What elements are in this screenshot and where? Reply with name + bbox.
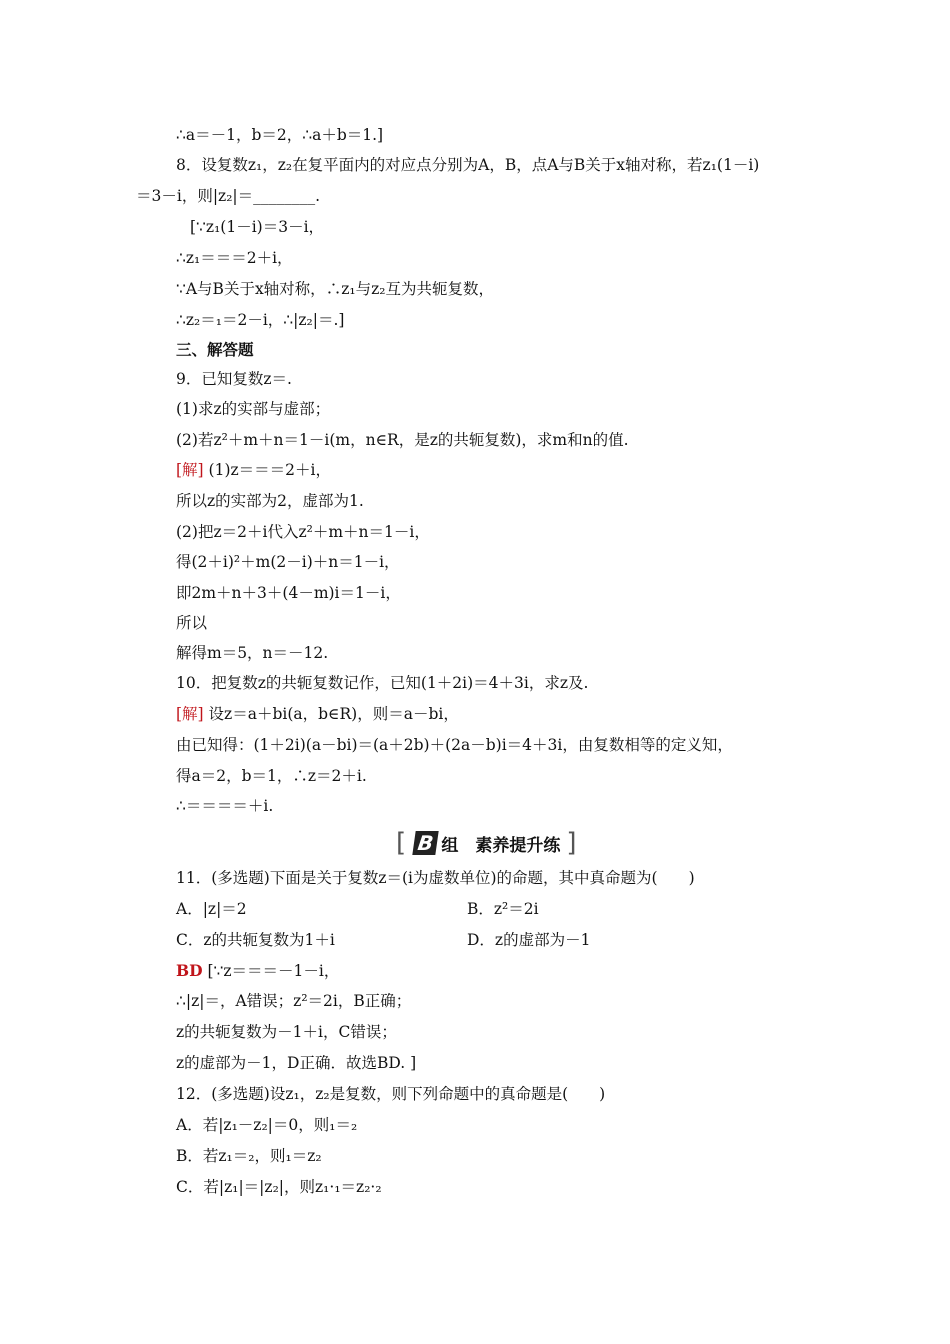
- solution-11-line-1: [176, 960, 339, 982]
- problem-9-part-1: (1)求z的实部与虚部；: [176, 400, 331, 418]
- problem-8-line-1: 8．设复数z₁，z₂在复平面内的对应点分别为A，B，点A与B关于x轴对称，若z₁(1－i): [176, 156, 760, 174]
- line-1: ∴a＝－1，b＝2，∴a＋b＝1.]: [176, 126, 384, 144]
- solution-9-line-2: 所以z的实部为2，虚部为1.: [176, 492, 364, 510]
- problem-9: 9．已知复数z＝.: [176, 370, 292, 388]
- solution-9-line-7: 解得m＝5，n＝－12.: [176, 644, 329, 662]
- solution-11-line-4: z的虚部为－1，D正确．故选BD. ]: [176, 1054, 417, 1072]
- banner-group-letter: B: [412, 831, 439, 855]
- solution-text: [∵z＝＝＝－1－i，: [202, 962, 340, 980]
- solution-9-line-3: (2)把z＝2＋i代入z²＋m＋n＝1－i，: [176, 523, 430, 541]
- problem-8-line-2: ＝3－i，则|z₂|＝________.: [136, 187, 321, 205]
- option-11-c: C．z的共轭复数为1＋i: [176, 931, 335, 949]
- solution-10-line-4: ∴＝＝＝＝＋i.: [176, 797, 274, 815]
- option-11-b: B．z²＝2i: [467, 900, 539, 918]
- solution-9-line-1: [176, 459, 331, 481]
- solution-9-line-6: 所以: [176, 614, 208, 632]
- solution-text: 设z＝a＋bi(a，b∈R)，则＝a－bi，: [203, 705, 459, 723]
- solution-8-line-4: ∴z₂＝₁＝2－i，∴|z₂|＝.]: [176, 311, 345, 329]
- solution-11-line-3: z的共轭复数为－1＋i，C错误；: [176, 1023, 397, 1041]
- option-11-a: A．|z|＝2: [176, 900, 247, 918]
- problem-11: 11．(多选题)下面是关于复数z＝(i为虚数单位)的命题，其中真命题为( ): [176, 869, 695, 887]
- problem-12: 12．(多选题)设z₁，z₂是复数，则下列命题中的真命题是( ): [176, 1085, 606, 1103]
- option-12-b: B．若z₁＝₂，则₁＝z₂: [176, 1147, 322, 1165]
- group-b-banner: [396, 828, 577, 858]
- banner-left-bracket: [: [396, 828, 407, 858]
- solution-11-line-2: ∴|z|＝，A错误；z²＝2i，B正确；: [176, 992, 412, 1010]
- option-11-d: D．z的虚部为－1: [467, 931, 591, 949]
- problem-9-part-2: (2)若z²＋m＋n＝1－i(m，n∈R，是z的共轭复数)，求m和n的值.: [176, 431, 629, 449]
- solution-9-line-5: 即2m＋n＋3＋(4－m)i＝1－i，: [176, 584, 401, 602]
- solution-tag: [解]: [176, 705, 204, 723]
- option-12-a: A．若|z₁－z₂|＝0，则₁＝₂: [176, 1116, 358, 1134]
- option-12-c: C．若|z₁|＝|z₂|，则z₁·₁＝z₂·₂: [176, 1178, 382, 1196]
- banner-title: 组 素养提升练: [441, 835, 561, 856]
- solution-10-line-1: [176, 703, 459, 725]
- solution-9-line-4: 得(2＋i)²＋m(2－i)＋n＝1－i，: [176, 553, 400, 571]
- section-heading: 三、解答题: [176, 341, 254, 359]
- answer-tag: BD: [176, 961, 203, 980]
- solution-text: (1)z＝＝＝2＋i，: [203, 461, 331, 479]
- solution-8-line-1: [∵z₁(1－i)＝3－i，: [190, 218, 325, 236]
- solution-8-line-2: ∴z₁＝＝＝2＋i，: [176, 249, 293, 267]
- solution-10-line-3: 得a＝2，b＝1，∴z＝2＋i.: [176, 767, 367, 785]
- solution-tag: [解]: [176, 461, 204, 479]
- problem-10: 10．把复数z的共轭复数记作，已知(1＋2i)＝4＋3i，求z及.: [176, 674, 589, 692]
- solution-10-line-2: 由已知得：(1＋2i)(a－bi)＝(a＋2b)＋(2a－b)i＝4＋3i，由复数相等的定义知，: [176, 736, 733, 754]
- solution-8-line-3: ∵A与B关于x轴对称，∴z₁与z₂互为共轭复数，: [176, 280, 494, 298]
- banner-right-bracket: ]: [566, 828, 577, 858]
